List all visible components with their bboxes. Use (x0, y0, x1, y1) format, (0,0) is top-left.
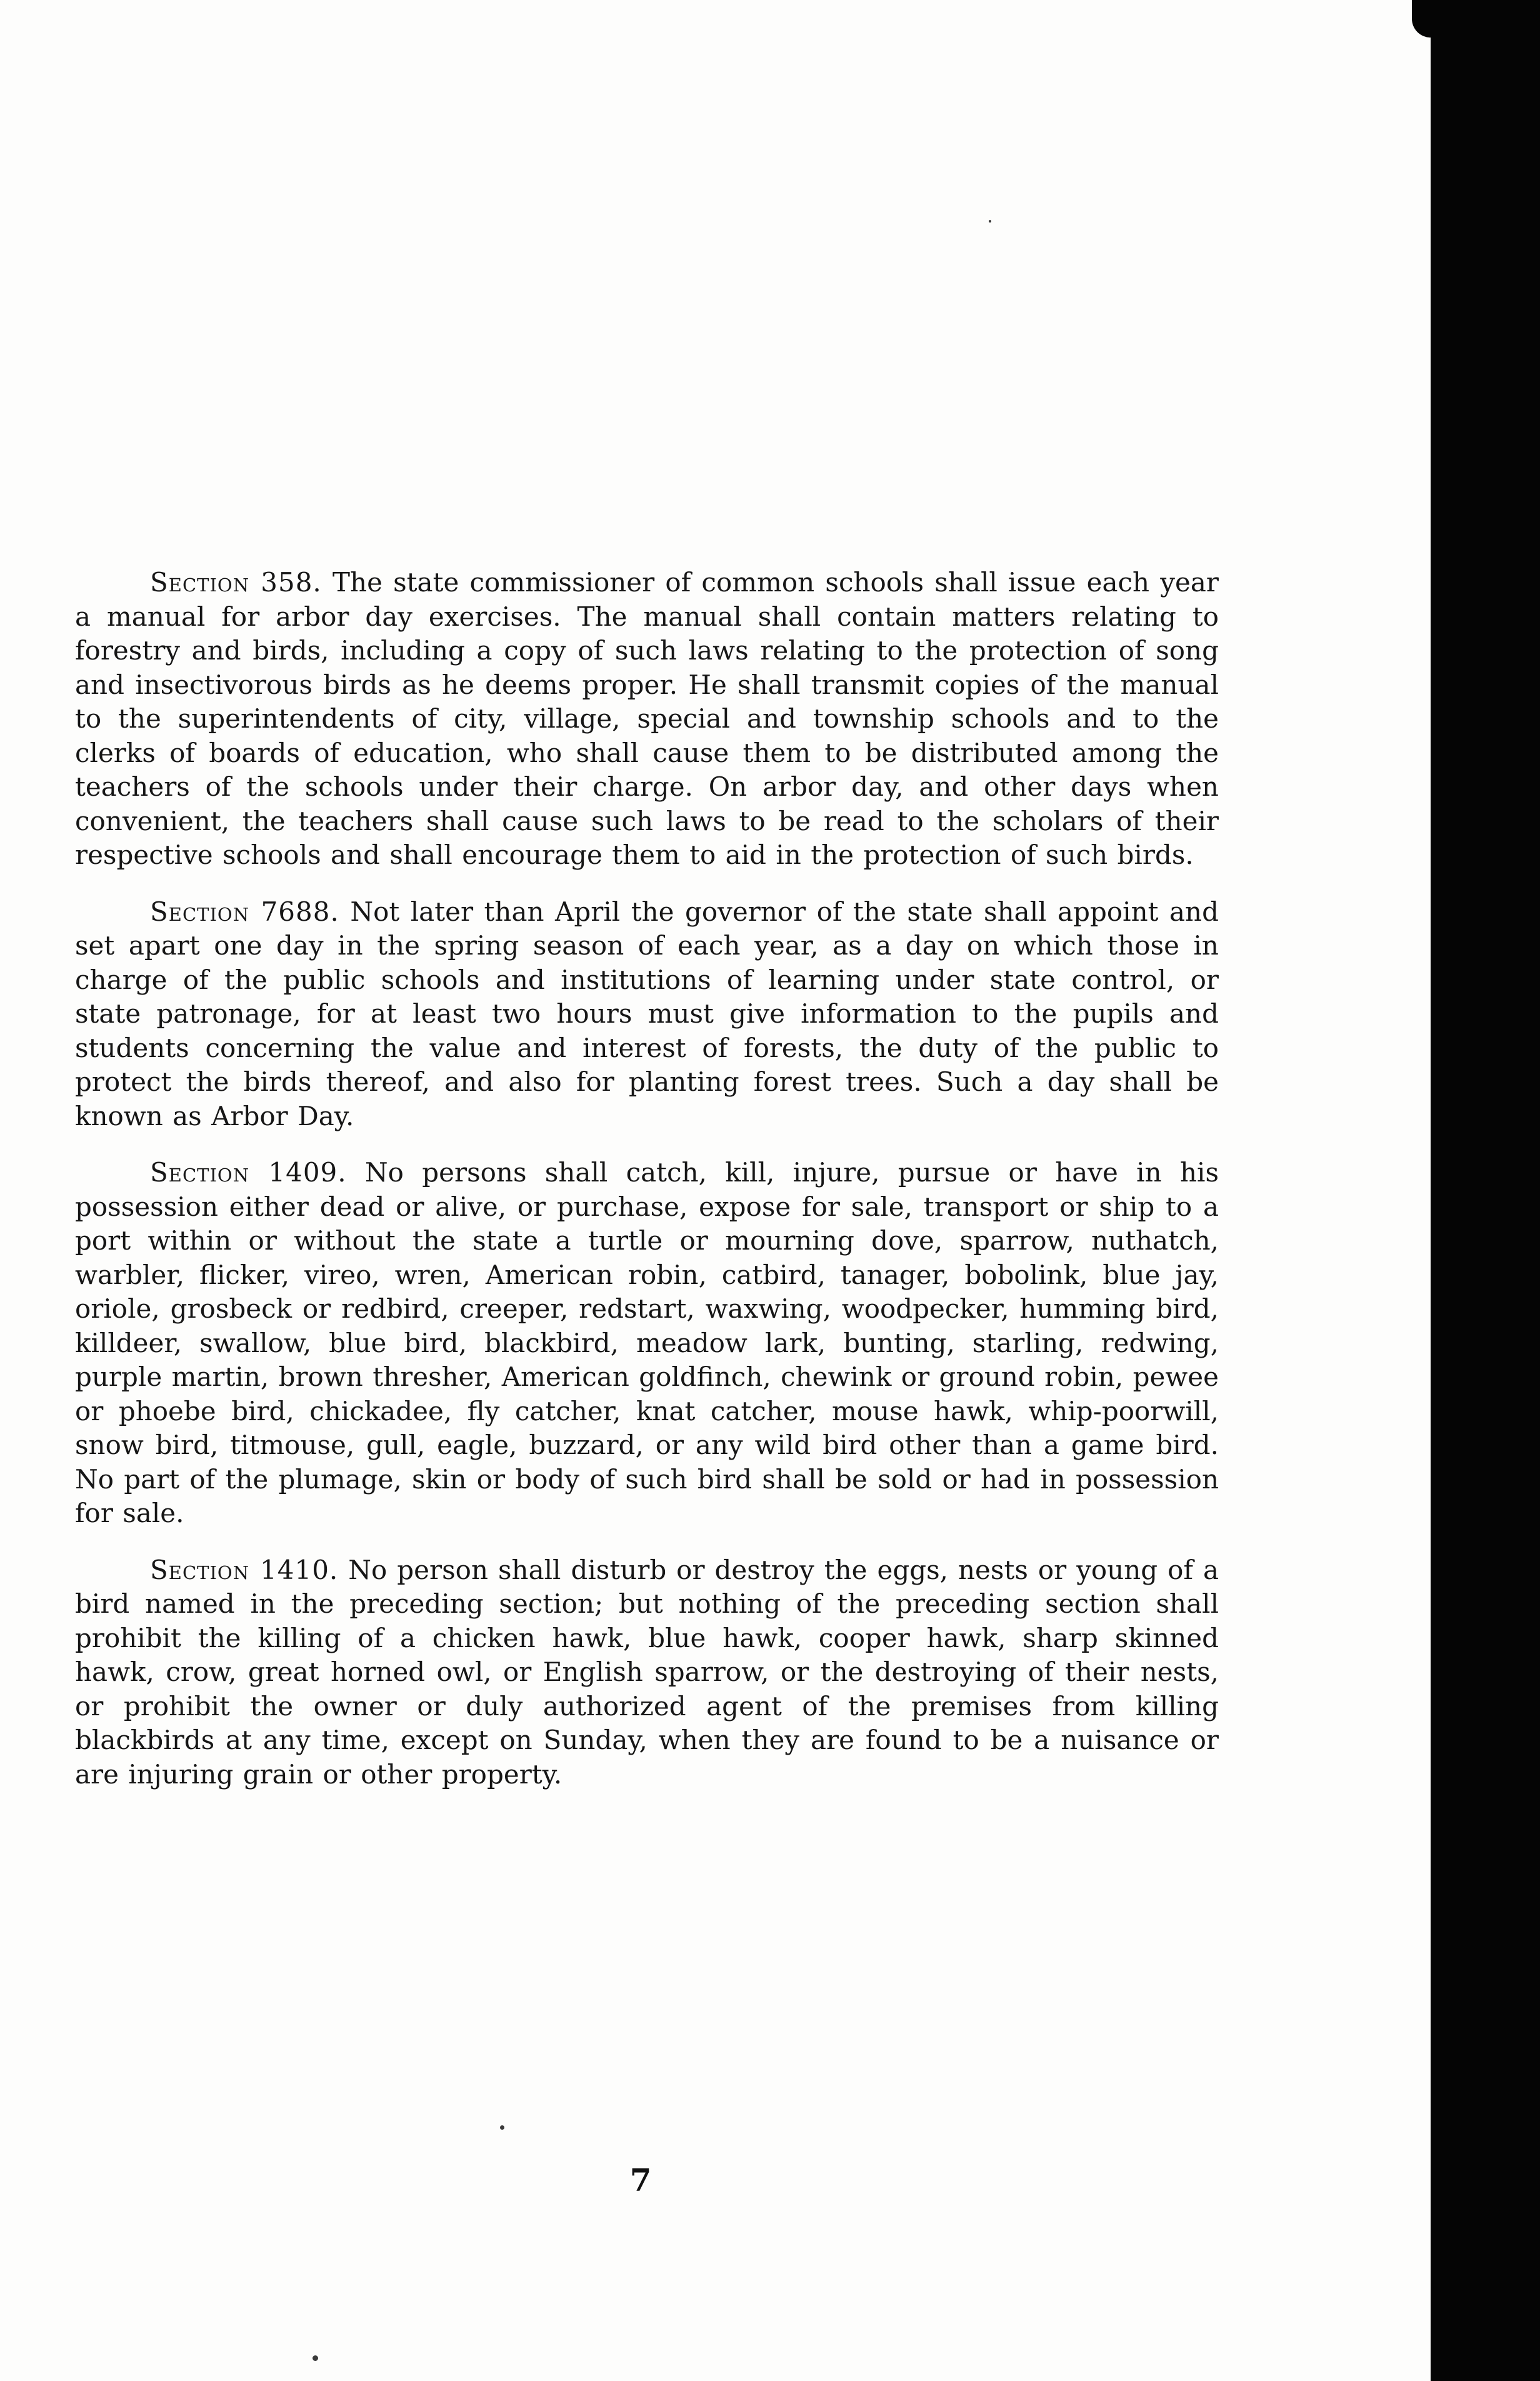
section-7688-paragraph (75, 895, 1219, 1134)
statute-text (75, 566, 1219, 1814)
page-number: 7 (629, 2162, 652, 2198)
section-label: Section 1409. (150, 1157, 347, 1188)
section-358-paragraph (75, 566, 1219, 873)
scan-speck (312, 2355, 318, 2361)
section-body: Not later than April the governor of the state shall appoint and set apart one day in the spring season of each year, as a day on which those in charge of the public schools and institutions of learning under state control, or state patronage, for at least two hours must give information to the pupils and students concerning the value and interest of forests, the duty of the public to protect the birds thereof, and also for planting forest trees. Such a day shall be known as Arbor Day. (75, 896, 1219, 1131)
scan-edge-shadow (1431, 0, 1540, 2381)
section-label: Section 1410. (150, 1554, 339, 1585)
scan-speck (500, 2125, 504, 2130)
section-1410-paragraph (75, 1553, 1219, 1792)
section-body: The state commissioner of common schools shall issue each year a manual for arbor day exercises. The manual shall contain matters relating to forestry and birds, including a copy of such laws relating to the protection of song and insectivorous birds as he deems proper. He shall transmit copies of the manual to the superintendents of city, village, special and township schools and to the clerks of boards of education, who shall cause them to be distributed among the teachers of the schools under their charge. On arbor day, and other days when convenient, the teachers shall cause such laws to be read to the scholars of their respective schools and shall encourage them to aid in the protection of such birds. (75, 567, 1219, 870)
section-1409-paragraph (75, 1156, 1219, 1531)
section-body: No persons shall catch, kill, injure, pursue or have in his possession either dead or alive, or purchase, expose for sale, transport or ship to a port within or without the state a turtle or mourning dove, sparrow, nuthatch, warbler, flicker, vireo, wren, American robin, catbird, tanager, bobolink, blue jay, oriole, grosbeck or redbird, creeper, redstart, waxwing, woodpecker, humming bird, killdeer, swallow, blue bird, blackbird, meadow lark, bunting, starling, redwing, purple martin, brown thresher, American goldfinch, chewink or ground robin, pewee or phoebe bird, chickadee, fly catcher, knat catcher, mouse hawk, whip-poorwill, snow bird, titmouse, gull, eagle, buzzard, or any wild bird other than a game bird. No part of the plumage, skin or body of such bird shall be sold or had in possession for sale. (75, 1157, 1219, 1528)
section-label: Section 358. (150, 567, 322, 598)
scan-speck (989, 220, 991, 223)
section-body: No person shall disturb or destroy the eggs, nests or young of a bird named in the preceding section; but nothing of the preceding section shall prohibit the killing of a chicken hawk, blue hawk, cooper hawk, sharp skinned hawk, crow, great horned owl, or English sparrow, or the destroying of their nests, or prohibit the owner or duly authorized agent of the premises from killing blackbirds at any time, except on Sunday, when they are found to be a nuisance or are injuring grain or other property. (75, 1554, 1219, 1790)
section-label: Section 7688. (150, 896, 339, 927)
scan-edge-corner (1412, 0, 1431, 38)
